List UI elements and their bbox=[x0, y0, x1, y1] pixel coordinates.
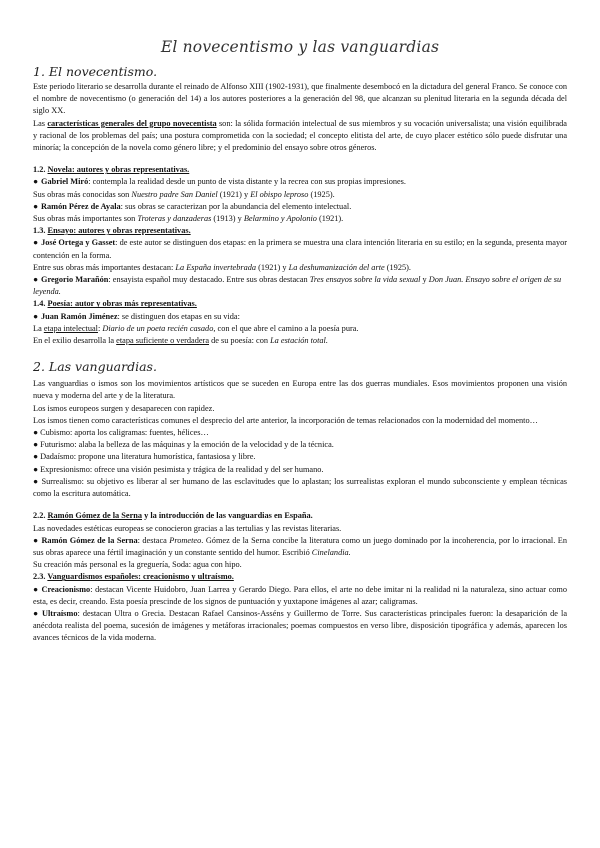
ism-futurismo: ● Futurismo: alaba la belleza de las máquinas y la emoción de la velocidad y de la técnica. bbox=[33, 440, 334, 450]
section-1-heading: 1. El novecentismo. bbox=[33, 64, 158, 79]
jimenez-stage-2: En el exilio desarrolla la etapa suficiente o verdadera de su poesía: con La estación total. bbox=[33, 336, 328, 346]
vanguard-isms-note: Los ismos europeos surgen y desaparecen con rapidez. bbox=[33, 403, 215, 413]
jimenez-stage-1: La etapa intelectual: Diario de un poeta recién casado, con el que abre el camino a la poesía pura. bbox=[33, 323, 359, 333]
ortega-works: Entre sus obras más importantes destacan: La España invertebrada (1921) y La deshumanización del arte (1925). bbox=[33, 262, 411, 272]
ortega-entry: ● José Ortega y Gasset: de este autor se distinguen dos etapas: en la primera se muestra una clara intención literaria en su estilo; en la segunda, presenta mayor contención en la forma. bbox=[33, 238, 568, 260]
novelties-paragraph: Las novedades estéticas europeas se conocieron gracias a las tertulias y las revistas literarias. bbox=[33, 523, 342, 533]
document-title: El novecentismo y las vanguardias bbox=[160, 38, 440, 56]
creacionismo-entry: ● Creacionismo: destacan Vicente Huidobro, Juan Larrea y Gerardo Diego. Para ellos, el arte no debe imitar ni la realidad ni la naturaleza, sino actuar como esta, es decir, creando. Esta poesía prescinde de los signos de puntuación y yuxtapone imágenes al azar; caligramas. bbox=[33, 584, 567, 606]
subsection-1-3-heading: 1.3. Ensayo: autores y obras representativas. bbox=[33, 226, 191, 236]
ism-surrealismo: ● Surrealismo: su objetivo es liberar al ser humano de las esclavitudes que lo aplastan; los surrealistas exploran el mundo subconsciente y emplean técnicas como la escritura automática. bbox=[33, 476, 567, 499]
vanguard-intro: Las vanguardias o ismos son los movimientos artísticos que se suceden en Europa entre las dos guerras mundiales. Esos movimientos proponen una visión nueva y moderna del arte y de la literatura. bbox=[33, 379, 567, 401]
serna-greguería: Su creación más personal es la greguería, Soda: agua con hipo. bbox=[33, 560, 242, 570]
subsection-1-4-heading: 1.4. Poesía: autor y obras más representativas. bbox=[33, 299, 197, 309]
ayala-works: Sus obras más importantes son Troteras y danzaderas (1913) y Belarmino y Apolonio (1921). bbox=[33, 214, 344, 224]
vanguard-common-traits: Los ismos tienen como características comunes el desprecio del arte anterior, la incorporación de temas relacionados con la modernidad del momento… bbox=[33, 415, 538, 425]
ayala-entry: ● Ramón Pérez de Ayala: sus obras se caracterizan por la abundancia del elemento intelectual. bbox=[33, 201, 352, 211]
section-2-heading: 2. Las vanguardias. bbox=[33, 359, 157, 375]
intro-paragraph: Este periodo literario se desarrolla durante el reinado de Alfonso XIII (1902-1931), que finalmente desembocó en la dictadura del general Franco. Se conoce con el nombre de novecentismo (o generación del 14) a los autores posteriores a la generación del 98, que alcanzan su plenitud literaria en la segunda década del siglo XX. bbox=[33, 82, 567, 116]
maranon-entry: ● Gregorio Marañón: ensayista español muy destacado. Entre sus obras destacan Tres ensayos sobre la vida sexual y Don Juan. Ensayo sobre el origen de su leyenda. bbox=[33, 275, 562, 297]
subsection-2-2-heading: 2.2. Ramón Gómez de la Serna y la introducción de las vanguardias en España. bbox=[33, 511, 313, 521]
miro-entry: ● Gabriel Miró: contempla la realidad desde un punto de vista distante y la recrea con sus propias impresiones. bbox=[33, 177, 406, 187]
characteristics-paragraph: Las características generales del grupo novecentista son: la sólida formación intelectual de sus miembros y su vocación universalista; una visión equilibrada y racional de los problemas del país; una postura comprometida con la sociedad; el concepto elitista del arte, de cuyo placer estético sólo puede disfrutar una minoría; la concepción de la novela como género libre; y el predominio del ensayo sobre otros géneros. bbox=[33, 118, 567, 153]
ism-expresionismo: ● Expresionismo: ofrece una visión pesimista y trágica de la realidad y del ser humano. bbox=[33, 464, 324, 474]
ultraismo-entry: ● Ultraísmo: destacan Ultra o Grecia. Destacan Rafael Cansinos-Asséns y Guillermo de Torre. Sus características principales fueron: la desaparición de la anécdota realista del poema, sucesión de imágenes y metáforas irracionales; poemas compuestos en verso libre, disposición tipográfica y además, aparecen los avances técnicos de la vida moderna. bbox=[33, 608, 568, 643]
ism-cubismo: ● Cubismo: aporta los caligramas: fuentes, hélices… bbox=[33, 428, 209, 438]
serna-entry: ● Ramón Gómez de la Serna: destaca Prometeo. Gómez de la Serna concibe la literatura como un juego dominado por la incoherencia, por lo irracional. En sus obras aparece una fértil imaginación y un constante sentido del humor. Escribió Cinelandia. bbox=[33, 535, 567, 557]
characteristics-link: características generales del grupo novecentista bbox=[47, 118, 217, 128]
ism-dadaismo: ● Dadaísmo: propone una literatura humorística, fantasiosa y libre. bbox=[33, 452, 256, 462]
miro-works: Sus obras más conocidas son Nuestro padre San Daniel (1921) y El obispo leproso (1925). bbox=[33, 189, 335, 199]
jimenez-entry: ● Juan Ramón Jiménez: se distinguen dos etapas en su vida: bbox=[33, 311, 240, 321]
document-page bbox=[33, 38, 567, 645]
subsection-2-3-heading: 2.3. Vanguardismos españoles: creacionismo y ultraísmo. bbox=[33, 572, 234, 582]
subsection-1-2-heading: 1.2. Novela: autores y obras representativas. bbox=[33, 165, 190, 175]
